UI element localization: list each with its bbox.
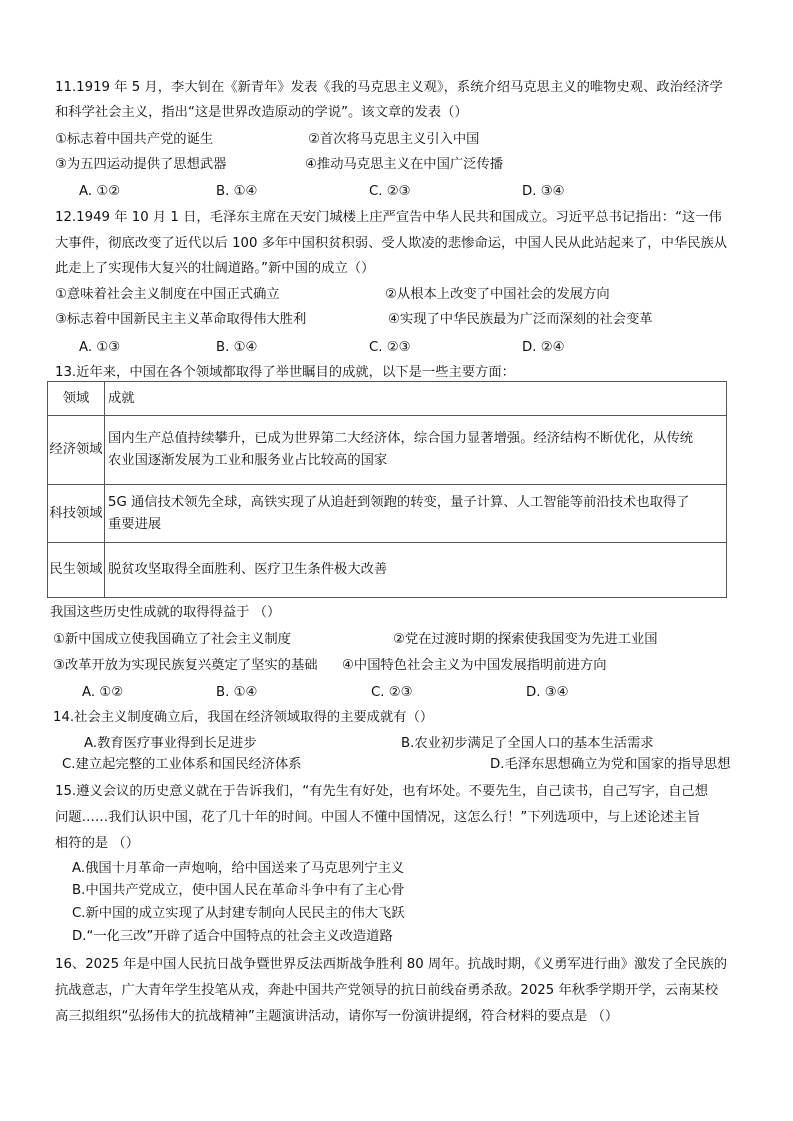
q12-option-c[interactable]: C. ②③ [369, 340, 411, 355]
q12-item-3: ③标志着中国新民主主义革命取得伟大胜利 [55, 312, 307, 327]
q14-option-d[interactable]: D.毛泽东思想确立为党和国家的指导思想 [490, 757, 731, 772]
table-row [48, 485, 727, 543]
q15-stem-line-3: 相符的是 （） [55, 836, 140, 851]
q12-item-2: ②从根本上改变了中国社会的发展方向 [385, 287, 610, 302]
q15-option-a[interactable]: A.俄国十月革命一声炮响，给中国送来了马克思列宁主义 [72, 861, 405, 876]
q11-stem-line-2: 和科学社会主义，指出“这是世界改造原动的学说”。该文章的发表（） [55, 105, 468, 120]
q12-option-b[interactable]: B. ①④ [216, 340, 258, 355]
q11-option-d[interactable]: D. ③④ [522, 184, 565, 199]
row-field-livelihood: 民生领域 [48, 543, 105, 598]
row-achievement-tech [105, 485, 727, 543]
q13-option-c[interactable]: C. ②③ [371, 685, 413, 700]
q12-items-row-2 [0, 311, 793, 329]
q14-option-a[interactable]: A.教育医疗事业得到长足进步 [84, 736, 257, 751]
q13-item-2: ②党在过渡时期的探索使我国变为先进工业国 [393, 632, 658, 647]
q13-option-a[interactable]: A. ①② [82, 685, 124, 700]
q11-items-row-1 [0, 131, 793, 149]
q13-item-1: ①新中国成立使我国确立了社会主义制度 [53, 632, 291, 647]
q14-option-c[interactable]: C.建立起完整的工业体系和国民经济体系 [62, 757, 302, 772]
q13-option-d[interactable]: D. ③④ [526, 685, 569, 700]
q11-item-3: ③为五四运动提供了思想武器 [55, 157, 227, 172]
q13-item-4: ④中国特色社会主义为中国发展指明前进方向 [342, 658, 607, 673]
row-field-economy: 经济领域 [48, 416, 105, 485]
q11-item-1: ①标志着中国共产党的诞生 [55, 132, 214, 147]
q11-items-row-2 [0, 156, 793, 174]
achievement-line: 农业国逐渐发展为工业和服务业占比较高的国家 [108, 453, 388, 468]
q14-option-b[interactable]: B.农业初步满足了全国人口的基本生活需求 [401, 736, 654, 751]
q12-stem-line-2: 大事件，彻底改变了近代以后 100 多年中国积贫积弱、受人欺凌的悲惨命运，中国人民从此站起来了，中华民族从 [55, 236, 728, 251]
table-header-row [48, 382, 727, 416]
achievements-table [47, 381, 727, 598]
q15-option-d[interactable]: D.“一化三改”开辟了适合中国特点的社会主义改造道路 [72, 929, 393, 944]
q13-question: 我国这些历史性成就的取得得益于 （） [50, 605, 281, 620]
q15-stem-line-1: 15.遵义会议的历史意义就在于告诉我们，“有先生有好处，也有坏处。不要先生，自己读书，自己写字，自己想 [55, 784, 708, 799]
header-field: 领域 [48, 382, 105, 416]
q13-item-3: ③改革开放为实现民族复兴奠定了坚实的基础 [53, 658, 318, 673]
q11-options [0, 183, 793, 201]
q12-option-a[interactable]: A. ①③ [79, 340, 121, 355]
achievement-line: 重要进展 [108, 516, 162, 532]
q14-stem: 14.社会主义制度确立后，我国在经济领域取得的主要成就有（） [53, 710, 434, 725]
q16-stem-line-2: 抗战意志，广大青年学生投笔从戎，奔赴中国共产党领导的抗日前线奋勇杀敌。2025 年秋季学期开学，云南某校 [55, 983, 719, 998]
q16-stem-line-1: 16、2025 年是中国人民抗日战争暨世界反法西斯战争胜利 80 周年。抗战时期，《义勇军进行曲》激发了全民族的 [55, 957, 728, 972]
q14-options-row-1 [0, 735, 793, 753]
q13-options [0, 684, 793, 702]
table-row [48, 416, 727, 485]
table-row [48, 543, 727, 598]
row-achievement-economy [105, 416, 727, 485]
q14-options-row-2 [0, 756, 793, 774]
q11-option-c[interactable]: C. ②③ [369, 184, 411, 199]
q12-options [0, 339, 793, 357]
q12-option-d[interactable]: D. ②④ [522, 340, 565, 355]
q11-item-2: ②首次将马克思主义引入中国 [308, 132, 480, 147]
q13-option-b[interactable]: B. ①④ [216, 685, 258, 700]
q13-items-row-2 [0, 657, 793, 675]
q11-option-a[interactable]: A. ①② [79, 184, 121, 199]
q13-stem: 13.近年来，中国在各个领域都取得了举世瞩目的成就，以下是一些主要方面： [55, 365, 515, 380]
q12-item-4: ④实现了中华民族最为广泛而深刻的社会变革 [388, 312, 653, 327]
row-achievement-livelihood [105, 543, 727, 598]
q11-option-b[interactable]: B. ①④ [216, 184, 258, 199]
achievement-line: 国内生产总值持续攀升，已成为世界第二大经济体，综合国力显著增强。经济结构不断优化，从传统 [108, 431, 694, 446]
achievement-line: 5G 通信技术领先全球，高铁实现了从追赶到领跑的转变，量子计算、人工智能等前沿技术也取得了 [108, 494, 690, 510]
q11-item-4: ④推动马克思主义在中国广泛传播 [305, 157, 504, 172]
q12-stem-line-1: 12.1949 年 10 月 1 日，毛泽东主席在天安门城楼上庄严宣告中华人民共和国成立。习近平总书记指出：“这一伟 [55, 210, 722, 225]
q15-stem-line-2: 问题……我们认识中国，花了几十年的时间。中国人不懂中国情况，这怎么行！”下列选项中，与上述论述主旨 [55, 810, 701, 825]
header-achievement: 成就 [105, 382, 727, 416]
row-field-tech: 科技领域 [48, 485, 105, 543]
q11-stem-line-1: 11.1919 年 5 月，李大钊在《新青年》发表《我的马克思主义观》，系统介绍马克思主义的唯物史观、政治经济学 [55, 80, 723, 95]
q15-option-c[interactable]: C.新中国的成立实现了从封建专制向人民民主的伟大飞跃 [72, 906, 405, 921]
q16-stem-line-3: 高三拟组织“弘扬伟大的抗战精神”主题演讲活动，请你写一份演讲提纲，符合材料的要点是 （） [55, 1009, 619, 1024]
q13-items-row-1 [0, 631, 793, 649]
q12-item-1: ①意味着社会主义制度在中国正式确立 [55, 287, 280, 302]
q15-option-b[interactable]: B.中国共产党成立，使中国人民在革命斗争中有了主心骨 [72, 883, 405, 898]
achievement-line: 脱贫攻坚取得全面胜利、医疗卫生条件极大改善 [108, 562, 388, 577]
q12-items-row-1 [0, 286, 793, 304]
q12-stem-line-3: 此走上了实现伟大复兴的壮阔道路。”新中国的成立（） [55, 261, 375, 276]
